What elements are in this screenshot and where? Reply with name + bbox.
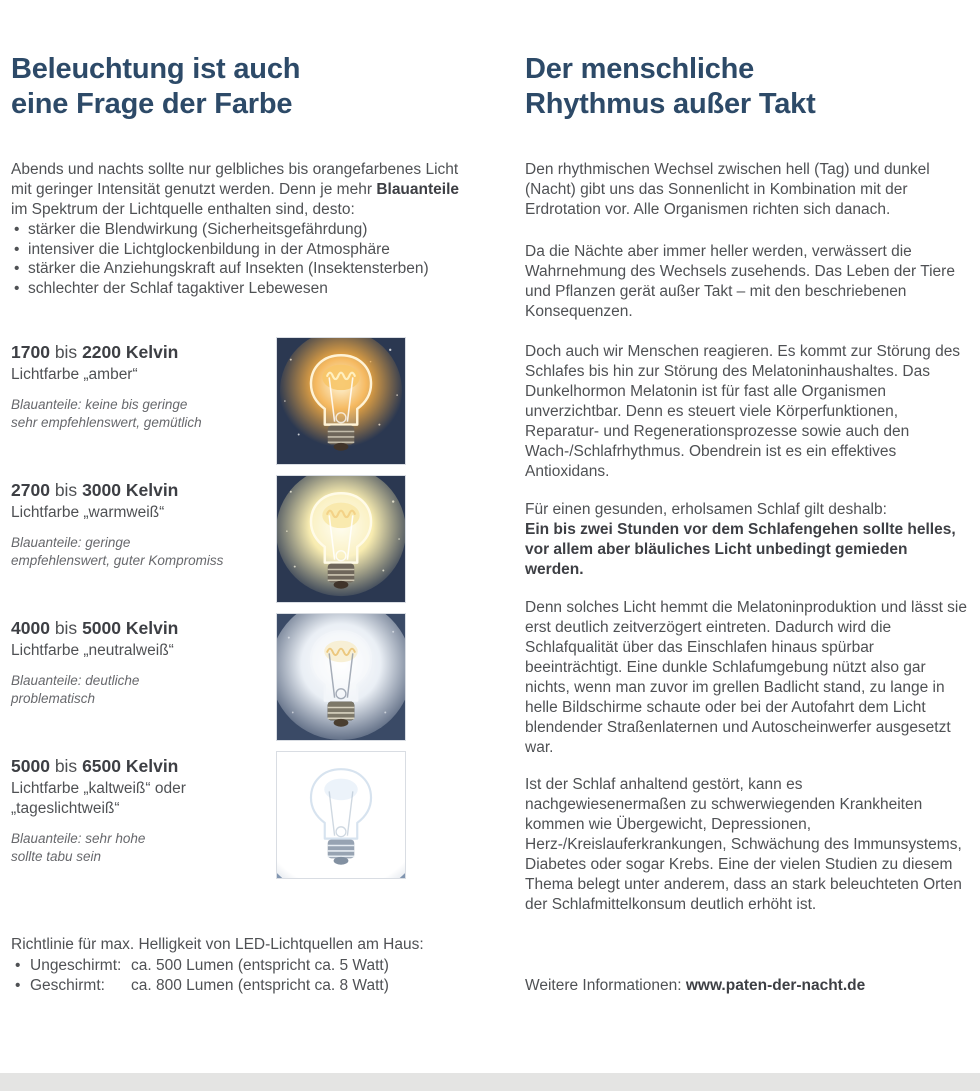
kelvin-sep: bis	[54, 342, 78, 362]
glowing-bulb-warm-white-icon	[277, 476, 405, 602]
guideline-title: Richtlinie für max. Helligkeit von LED-Lichtquellen am Haus:	[11, 936, 424, 953]
bullet-icon: •	[15, 977, 21, 994]
light-color-label: Lichtfarbe „neutralweiß“	[11, 642, 174, 659]
intro-part1: Abends und nachts sollte nur gelbliches bis orangefarbenes Licht mit geringer Intensität genutzt werden. Denn je mehr	[11, 161, 459, 198]
blue-share-note	[11, 830, 276, 865]
kelvin-sep: bis	[54, 480, 78, 500]
guideline-value: ca. 800 Lumen (entspricht ca. 8 Watt)	[131, 977, 389, 994]
kelvin-range	[11, 341, 276, 363]
intro-part2: im Spektrum der Lichtquelle enthalten sind, desto:	[11, 201, 355, 218]
kelvin-from: 2700	[11, 480, 50, 500]
bottom-gray-bar	[0, 1073, 980, 1091]
list-item	[11, 259, 469, 279]
kelvin-sep: bis	[54, 756, 78, 776]
light-color-label: Lichtfarbe „kaltweiß“ oder „tageslichtweiß“	[11, 780, 186, 817]
more-info-footer	[525, 976, 967, 996]
right-column	[525, 52, 967, 1012]
note-line: Blauanteile: deutliche	[11, 673, 140, 688]
kelvin-to: 2200 Kelvin	[82, 342, 179, 362]
advice-bold: Ein bis zwei Stunden vor dem Schlafengehen sollte helles, vor allem aber bläuliches Licht unbedingt gemieden werden.	[525, 521, 956, 578]
kelvin-text	[11, 751, 276, 865]
bullet-icon: •	[14, 240, 20, 258]
guideline-label: Ungeschirmt:	[30, 957, 122, 974]
paragraph-melatonin: Doch auch wir Menschen reagieren. Es kommt zur Störung des Schlafes bis hin zur Störung des Melatoninhaushaltes. Das Dunkelhormon Melatonin ist für fast alle Organismen unverzichtbar. Denn es steuert viele Körperfunktionen, Reparatur- und Regenerationsprozesse sowie auch den Wach-/Schlafrhythmus. Obendrein ist es ein effektives Antioxidans.	[525, 343, 961, 480]
kelvin-sep: bis	[54, 618, 78, 638]
list-item	[11, 976, 469, 996]
kelvin-block-amber	[11, 337, 469, 475]
bullet-text: intensiver die Lichtglockenbildung in der Atmosphäre	[28, 240, 390, 258]
intro-paragraph	[11, 160, 469, 220]
bullet-text: stärker die Anziehungskraft auf Insekten (Insektensterben)	[28, 260, 429, 277]
right-section-heading	[525, 52, 967, 122]
blue-share-note	[11, 672, 276, 707]
kelvin-range	[11, 755, 276, 777]
note-line: problematisch	[11, 690, 96, 706]
glowing-bulb-cold-white-icon	[277, 752, 405, 878]
note-line: sehr empfehlenswert, gemütlich	[11, 414, 202, 430]
effects-bullet-list	[11, 220, 469, 298]
guideline-label: Geschirmt:	[30, 977, 105, 994]
heading-line: Der menschliche	[525, 53, 755, 85]
kelvin-block-warm-white	[11, 475, 469, 613]
bullet-text: stärker die Blendwirkung (Sicherheitsgefährdung)	[28, 221, 368, 238]
kelvin-range	[11, 617, 276, 639]
kelvin-range	[11, 479, 276, 501]
list-item	[11, 220, 469, 240]
bullet-text: schlechter der Schlaf tagaktiver Lebewesen	[28, 279, 328, 297]
bulb-image-neutral-white	[276, 613, 406, 741]
paragraph-diseases: Ist der Schlaf anhaltend gestört, kann es nachgewiesenermaßen zu schwerwiegenden Krankheiten kommen wie Übergewicht, Depressionen, Herz-/Kreislauferkrankungen, Schwächung des Immunsystems, Diabetes oder sogar Krebs. Eine der vielen Studien zu diesem Thema belegt unter anderem, dass an stark beleuchteten Orten der Schlafmittelkonsum deutlich erhöht ist.	[525, 776, 962, 913]
list-item	[11, 279, 469, 299]
note-line: Blauanteile: geringe	[11, 535, 131, 550]
bulb-image-warm-white	[276, 475, 406, 603]
kelvin-to: 6500 Kelvin	[82, 756, 179, 776]
guideline-value: ca. 500 Lumen (entspricht ca. 5 Watt)	[131, 957, 389, 974]
kelvin-to: 3000 Kelvin	[82, 480, 179, 500]
kelvin-comparison	[11, 337, 469, 889]
glowing-bulb-amber-icon	[277, 338, 405, 464]
left-column	[11, 52, 469, 996]
note-line: sollte tabu sein	[11, 848, 102, 864]
bullet-icon: •	[15, 957, 21, 974]
intro-bold: Blauanteile	[376, 181, 460, 198]
glowing-bulb-neutral-white-icon	[277, 614, 405, 740]
kelvin-block-neutral-white	[11, 613, 469, 751]
paragraph-advice	[525, 500, 967, 580]
note-line: Blauanteile: sehr hohe	[11, 831, 146, 846]
heading-line: Rhythmus außer Takt	[525, 88, 816, 120]
kelvin-from: 1700	[11, 342, 50, 362]
blue-share-note	[11, 396, 276, 431]
heading-line: eine Frage der Farbe	[11, 88, 293, 120]
advice-lead: Für einen gesunden, erholsamen Schlaf gilt deshalb:	[525, 501, 887, 518]
bulb-image-cold-white	[276, 751, 406, 879]
led-guideline	[11, 935, 469, 996]
kelvin-to: 5000 Kelvin	[82, 618, 179, 638]
paragraph-rhythm: Den rhythmischen Wechsel zwischen hell (Tag) und dunkel (Nacht) gibt uns das Sonnenlicht in Kombination mit der Erdrotation vor. Alle Organismen richten sich danach.	[525, 161, 930, 218]
light-color-label: Lichtfarbe „warmweiß“	[11, 504, 165, 521]
paragraph-light-effect: Denn solches Licht hemmt die Melatoninproduktion und lässt sie erst deutlich zeitverzögert eintreten. Dadurch wird die Schlafqualität über das Einschlafen hinaus spürbar beeinträchtigt. Eine dunkle Schlafumgebung nützt also gar nichts, wenn man zuvor im grellen Badlicht stand, zu lange in helle Bildschirme schaute oder bei der Autofahrt dem Licht blendender Straßenlaternen und Autoscheinwerfer ausgesetzt war.	[525, 599, 967, 756]
kelvin-text	[11, 613, 276, 707]
heading-line: Beleuchtung ist auch	[11, 53, 301, 85]
website-url: www.paten-der-nacht.de	[685, 977, 866, 994]
kelvin-from: 4000	[11, 618, 50, 638]
note-line: Blauanteile: keine bis geringe	[11, 397, 188, 412]
kelvin-text	[11, 337, 276, 431]
blue-share-note	[11, 534, 276, 569]
bullet-icon: •	[14, 221, 20, 238]
bulb-image-amber	[276, 337, 406, 465]
kelvin-from: 5000	[11, 756, 50, 776]
bullet-icon: •	[14, 279, 20, 297]
list-item	[11, 240, 469, 260]
light-color-label: Lichtfarbe „amber“	[11, 366, 138, 383]
kelvin-block-cold-white	[11, 751, 469, 889]
note-line: empfehlenswert, guter Kompromiss	[11, 552, 224, 568]
more-info-label: Weitere Informationen:	[525, 977, 686, 994]
bullet-icon: •	[14, 260, 20, 277]
kelvin-text	[11, 475, 276, 569]
left-section-heading	[11, 52, 469, 122]
paragraph-nights: Da die Nächte aber immer heller werden, verwässert die Wahrnehmung des Wechsels zusehends. Das Leben der Tiere und Pflanzen gerät außer Takt – mit den beschriebenen Konsequenzen.	[525, 243, 955, 320]
list-item	[11, 956, 469, 976]
